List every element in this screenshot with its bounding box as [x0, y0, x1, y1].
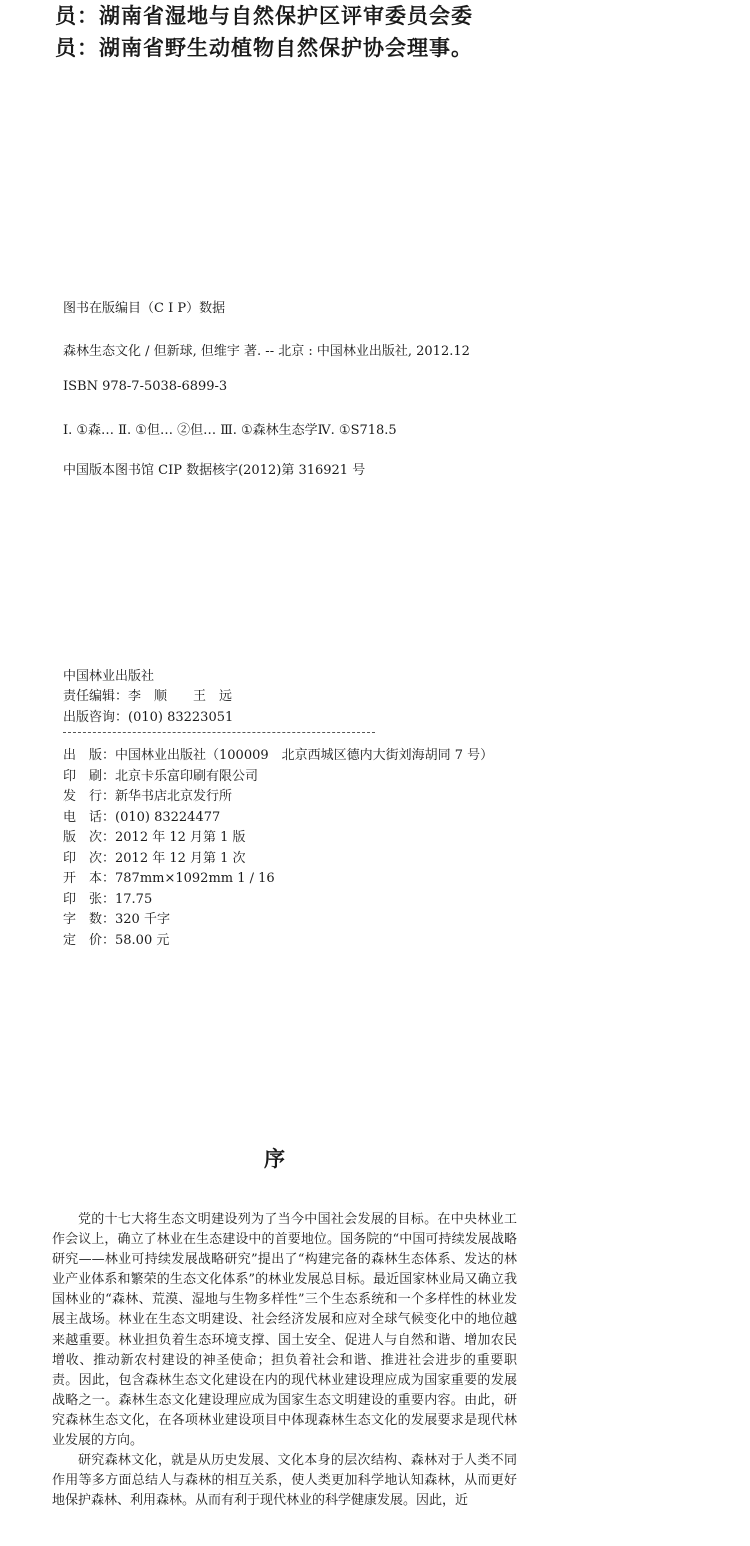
responsible-editors: 责任编辑：李 顺 王 远 — [63, 689, 233, 704]
divider — [63, 732, 375, 733]
detail-printing: 印 刷：北京卡乐富印刷有限公司 — [63, 769, 259, 784]
preface-paragraph: 研究森林文化，就是从历史发展、文化本身的层次结构、森林对于人类不同作用等多方面总结人与森林的相互关系，使人类更加科学地认知森林，从而更好地保护森林、利用森林。从而有利于现代林业的科学健康发展。因此，近 — [52, 1453, 517, 1509]
preface-paragraph: 党的十七大将生态文明建设列为了当今中国社会发展的目标。在中央林业工作会议上，确立了林业在生态建设中的首要地位。国务院的“中国可持续发展战略研究——林业可持续发展战略研究”提出了“构建完备的森林生态体系、发达的林业产业体系和繁荣的生态文化体系”的林业发展总目标。最近国家林业局又确立我国林业的“森林、荒漠、湿地与生物多样性”三个生态系统和一个多样性的林业发展主战场。林业在生态文明建设、社会经济发展和应对全球气候变化中的地位越来越重要。林业担负着生态环境支撑、国土安全、促进人与自然和谐、增加农民增收、推动新农村建设的神圣使命；担负着社会和谐、推进社会进步的重要职责。因此，包含森林生态文化建设在内的现代林业建设理应成为国家重要的发展战略之一。森林生态文化建设理应成为国家生态文明建设的重要内容。由此，研究森林生态文化，在各项林业建设项目中体现森林生态文化的发展要求是现代林业发展的方向。 — [52, 1212, 517, 1449]
detail-distribution: 发 行：新华书店北京发行所 — [63, 789, 233, 804]
cip-verification: 中国版本图书馆 CIP 数据核字(2012)第 316921 号 — [63, 463, 366, 478]
detail-sheets: 印 张：17.75 — [63, 892, 153, 907]
cip-classification: Ⅰ. ①森… Ⅱ. ①但… ②但… Ⅲ. ①森林生态学Ⅳ. ①S718.5 — [63, 423, 397, 438]
publisher-name: 中国林业出版社 — [63, 669, 155, 684]
cip-book-line: 森林生态文化 / 但新球, 但维宇 著. -- 北京 : 中国林业出版社, 2012.12 — [63, 344, 470, 359]
bio-line-2: 员：湖南省野生动植物自然保护协会理事。 — [55, 36, 473, 60]
cip-isbn: ISBN 978-7-5038-6899-3 — [63, 379, 228, 394]
preface-body — [52, 1210, 517, 1511]
detail-impression: 印 次：2012 年 12 月第 1 次 — [63, 851, 246, 866]
detail-price: 定 价：58.00 元 — [63, 933, 170, 948]
bio-line-1: 员：湖南省湿地与自然保护区评审委员会委 — [55, 4, 473, 28]
detail-word-count: 字 数：320 千字 — [63, 912, 170, 927]
detail-phone: 电 话：(010) 83224477 — [63, 810, 221, 825]
detail-publish: 出 版：中国林业出版社（100009 北京西城区德内大街刘海胡同 7 号） — [63, 748, 494, 763]
preface-heading: 序 — [264, 1147, 285, 1171]
publishing-consult: 出版咨询：(010) 83223051 — [63, 710, 234, 725]
cip-title: 图书在版编目（C I P）数据 — [63, 301, 226, 316]
detail-format: 开 本：787mm×1092mm 1 / 16 — [63, 871, 275, 886]
detail-edition: 版 次：2012 年 12 月第 1 版 — [63, 830, 246, 845]
